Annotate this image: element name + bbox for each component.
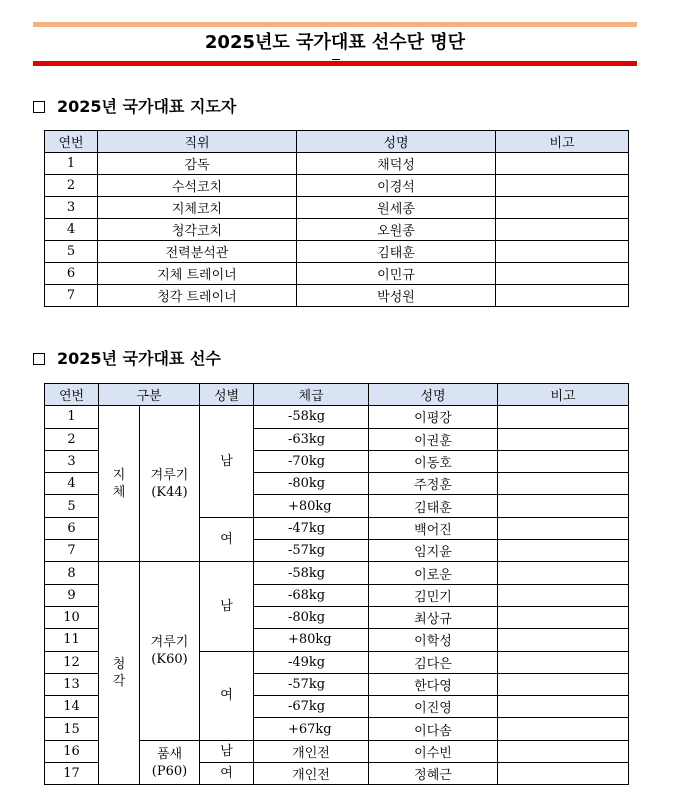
table-row [45,241,629,263]
event-physical-kyorugi: 겨루기 (K44) [140,406,200,562]
column-header: 직위 [98,131,297,153]
athlete-note [498,606,629,628]
column-header: 비고 [498,384,629,406]
coach-note [496,219,629,241]
athletes-heading-text: 2025년 국가대표 선수 [57,349,221,368]
weight-class: -57kg [254,673,369,695]
row-number: 17 [45,763,99,785]
gender-male: 남 [200,740,254,762]
row-number: 11 [45,629,99,651]
athlete-name: 이로운 [369,562,498,584]
event-hearing-kyorugi: 겨루기 (K60) [140,562,200,740]
athlete-note [498,651,629,673]
athlete-note [498,406,629,428]
row-number: 2 [45,428,99,450]
checkbox-square-icon [33,101,45,113]
table-row [45,197,629,219]
row-number: 12 [45,651,99,673]
column-header: 성명 [369,384,498,406]
coach-note [496,175,629,197]
row-number: 8 [45,562,99,584]
row-number: 4 [45,219,98,241]
coach-note [496,153,629,175]
weight-class: -80kg [254,473,369,495]
event-hearing-poomsae: 품새 (P60) [140,740,200,785]
athlete-note [498,540,629,562]
athlete-name: 정혜근 [369,763,498,785]
row-number: 5 [45,241,98,263]
table-row [45,175,629,197]
athletes-section-heading [33,349,221,369]
athlete-note [498,584,629,606]
checkbox-square-icon [33,353,45,365]
gender-female: 여 [200,517,254,562]
row-number: 5 [45,495,99,517]
athlete-name: 임지윤 [369,540,498,562]
row-number: 7 [45,285,98,307]
weight-class: +67kg [254,718,369,740]
athlete-name: 최상규 [369,606,498,628]
title-mark [332,59,340,60]
weight-class: -58kg [254,406,369,428]
athlete-name: 이다솜 [369,718,498,740]
coaches-table [44,130,629,307]
coach-name: 원세종 [297,197,496,219]
top-accent-bar [33,22,637,27]
table-row [45,285,629,307]
coach-name: 박성원 [297,285,496,307]
athlete-name: 이권훈 [369,428,498,450]
weight-class: 개인전 [254,740,369,762]
coach-name: 김태훈 [297,241,496,263]
gender-male: 남 [200,562,254,651]
coach-note [496,285,629,307]
athlete-name: 이동호 [369,450,498,472]
athlete-note [498,740,629,762]
athlete-name: 김태훈 [369,495,498,517]
table-row [45,153,629,175]
weight-class: 개인전 [254,763,369,785]
athlete-note [498,763,629,785]
coaches-header-row [45,131,629,153]
athlete-name: 이평강 [369,406,498,428]
weight-class: -58kg [254,562,369,584]
row-number: 7 [45,540,99,562]
athlete-note [498,696,629,718]
row-number: 15 [45,718,99,740]
coach-name: 채덕성 [297,153,496,175]
athletes-table [44,383,629,785]
athletes-header-row [45,384,629,406]
weight-class: -57kg [254,540,369,562]
coach-position: 청각 트레이너 [98,285,297,307]
coach-position: 감독 [98,153,297,175]
column-header: 비고 [496,131,629,153]
weight-class: -68kg [254,584,369,606]
table-row [45,406,629,428]
row-number: 4 [45,473,99,495]
row-number: 6 [45,517,99,539]
coaches-section-heading [33,97,236,117]
gender-female: 여 [200,651,254,740]
coach-note [496,197,629,219]
table-row [45,562,629,584]
row-number: 13 [45,673,99,695]
column-header: 구분 [99,384,200,406]
athlete-name: 이학성 [369,629,498,651]
coach-name: 오원종 [297,219,496,241]
athlete-note [498,473,629,495]
athlete-note [498,495,629,517]
weight-class: -70kg [254,450,369,472]
athlete-name: 이진영 [369,696,498,718]
column-header: 연번 [45,384,99,406]
row-number: 2 [45,175,98,197]
row-number: 3 [45,450,99,472]
coach-position: 지체코치 [98,197,297,219]
athlete-name: 김다은 [369,651,498,673]
athlete-note [498,450,629,472]
coaches-heading-text: 2025년 국가대표 지도자 [57,97,237,116]
document-title: 2025년도 국가대표 선수단 명단 [204,32,466,53]
coach-position: 전력분석관 [98,241,297,263]
column-header: 체급 [254,384,369,406]
row-number: 1 [45,153,98,175]
athlete-note [498,517,629,539]
athlete-note [498,718,629,740]
athlete-name: 한다영 [369,673,498,695]
row-number: 1 [45,406,99,428]
athlete-name: 백어진 [369,517,498,539]
coach-name: 이경석 [297,175,496,197]
weight-class: -47kg [254,517,369,539]
row-number: 9 [45,584,99,606]
athlete-name: 김민기 [369,584,498,606]
column-header: 연번 [45,131,98,153]
athlete-note [498,428,629,450]
row-number: 10 [45,606,99,628]
row-number: 3 [45,197,98,219]
gender-male: 남 [200,406,254,517]
coach-position: 청각코치 [98,219,297,241]
gender-female: 여 [200,763,254,785]
column-header: 성명 [297,131,496,153]
weight-class: +80kg [254,629,369,651]
athlete-note [498,629,629,651]
athlete-note [498,673,629,695]
weight-class: +80kg [254,495,369,517]
weight-class: -49kg [254,651,369,673]
coach-note [496,241,629,263]
athlete-name: 이수빈 [369,740,498,762]
coach-position: 지체 트레이너 [98,263,297,285]
bottom-accent-bar [33,61,637,66]
coach-position: 수석코치 [98,175,297,197]
weight-class: -63kg [254,428,369,450]
group-hearing: 청 각 [99,562,140,785]
athlete-note [498,562,629,584]
weight-class: -67kg [254,696,369,718]
row-number: 14 [45,696,99,718]
row-number: 6 [45,263,98,285]
row-number: 16 [45,740,99,762]
coach-note [496,263,629,285]
table-row [45,263,629,285]
table-row [45,219,629,241]
column-header: 성별 [200,384,254,406]
group-physical: 지 체 [99,406,140,562]
athlete-name: 주정훈 [369,473,498,495]
coach-name: 이민규 [297,263,496,285]
weight-class: -80kg [254,606,369,628]
